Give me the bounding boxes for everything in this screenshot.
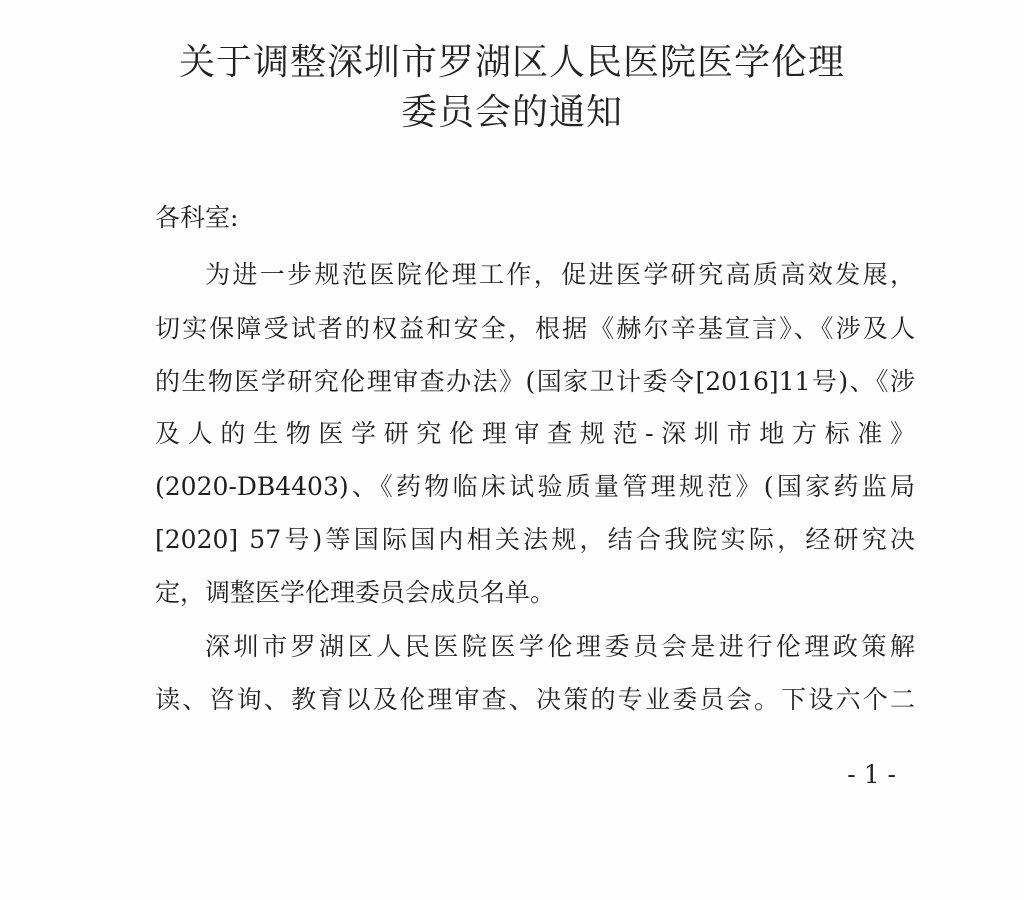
paragraph-2-line: 深圳市罗湖区人民医院医学伦理委员会是进行伦理政策解	[205, 632, 915, 661]
paragraph-1-line: [2020] 57号)等国际国内相关法规，结合我院实际，经研究决	[155, 525, 915, 554]
paragraph-1-line: 切实保障受试者的权益和安全，根据《赫尔辛基宣言》、《涉及人	[155, 314, 915, 343]
document-title-line-2: 委员会的通知	[400, 92, 623, 133]
salutation: 各科室:	[155, 203, 239, 232]
document-title-line-1: 关于调整深圳市罗湖区人民医院医学伦理	[178, 42, 845, 83]
paragraph-1-line: 定，调整医学伦理委员会成员名单。	[155, 578, 556, 607]
paragraph-1-line: (2020-DB4403)、《药物临床试验质量管理规范》(国家药监局	[155, 472, 915, 501]
paragraph-1-line: 的生物医学研究伦理审查办法》(国家卫计委令[2016]11号)、《涉	[155, 367, 915, 396]
paragraph-2-line: 读、咨询、教育以及伦理审查、决策的专业委员会。下设六个二	[155, 685, 915, 714]
paragraph-1-line: 及人的生物医学研究伦理审查规范-深圳市地方标准》	[155, 419, 915, 448]
paragraph-1-line: 为进一步规范医院伦理工作，促进医学研究高质高效发展，	[205, 260, 915, 289]
page-number: - 1 -	[847, 760, 896, 789]
